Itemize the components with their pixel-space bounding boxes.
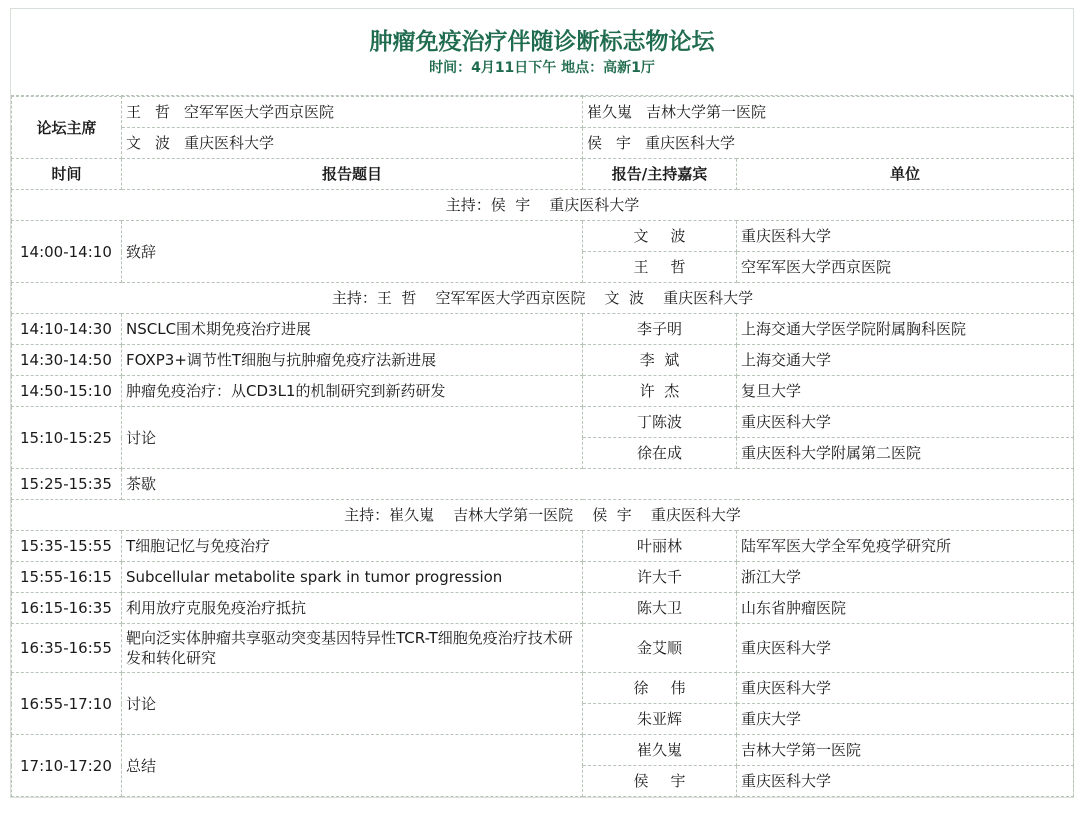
speaker-cell: 徐在成 (583, 438, 737, 469)
speaker-name: 波 (670, 227, 686, 245)
page-subtitle: 时间：4月11日下午 地点：高新1厅 (429, 60, 655, 76)
speaker-cell: 陈大卫 (583, 593, 737, 624)
unit-cell: 山东省肿瘤医院 (737, 593, 1074, 624)
unit-cell: 上海交通大学 (737, 345, 1074, 376)
speaker-cell: 李子明 (583, 314, 737, 345)
time-cell: 14:00-14:10 (12, 221, 122, 283)
table-row (12, 735, 1074, 766)
table-row (12, 593, 1074, 624)
column-header: 时间 (12, 159, 122, 190)
speaker-cell: 许大千 (583, 562, 737, 593)
section-host: 主持：王 哲 空军军医大学西京医院 文 波 重庆医科大学 (12, 283, 1074, 314)
table-row (12, 562, 1074, 593)
speaker-cell: 金艾顺 (583, 624, 737, 673)
chairs-row (12, 97, 1074, 128)
unit-cell: 重庆医科大学附属第二医院 (737, 438, 1074, 469)
time-cell: 16:15-16:35 (12, 593, 122, 624)
speaker-cell (583, 766, 737, 797)
unit-cell: 重庆医科大学 (737, 673, 1074, 704)
section-host: 主持：崔久嵬 吉林大学第一医院 侯 宇 重庆医科大学 (12, 500, 1074, 531)
topic-cell: FOXP3+调节性T细胞与抗肿瘤免疫疗法新进展 (122, 345, 583, 376)
topic-cell: 肿瘤免疫治疗：从CD3L1的机制研究到新药研发 (122, 376, 583, 407)
section-host-row (12, 500, 1074, 531)
speaker-cell: 李 斌 (583, 345, 737, 376)
chair-unit: 空军军医大学西京医院 (184, 103, 335, 121)
table-row (12, 624, 1074, 673)
topic-cell: 靶向泛实体肿瘤共享驱动突变基因特异性TCR-T细胞免疫治疗技术研发和转化研究 (122, 624, 583, 673)
chair-name: 崔久嵬 (587, 103, 633, 121)
topic-cell: 茶歇 (122, 469, 1074, 500)
unit-cell: 吉林大学第一医院 (737, 735, 1074, 766)
table-row (12, 531, 1074, 562)
chair-name: 侯 (587, 134, 603, 152)
time-cell: 15:25-15:35 (12, 469, 122, 500)
topic-cell: 总结 (122, 735, 583, 797)
time-cell: 15:10-15:25 (12, 407, 122, 469)
table-row (12, 469, 1074, 500)
unit-cell: 陆军军医大学全军免疫学研究所 (737, 531, 1074, 562)
unit-cell: 重庆医科大学 (737, 624, 1074, 673)
speaker-cell: 崔久嵬 (583, 735, 737, 766)
table-row (12, 407, 1074, 438)
time-cell: 14:10-14:30 (12, 314, 122, 345)
table-row (12, 673, 1074, 704)
speaker-cell (583, 673, 737, 704)
column-header-row (12, 159, 1074, 190)
topic-cell: 致辞 (122, 221, 583, 283)
speaker-cell: 朱亚辉 (583, 704, 737, 735)
speaker-name: 宇 (670, 772, 686, 790)
speaker-name: 徐 (633, 679, 649, 697)
table-row (12, 345, 1074, 376)
section-host-row (12, 190, 1074, 221)
speaker-name: 伟 (670, 679, 686, 697)
chair-unit: 重庆医科大学 (645, 134, 736, 152)
chair-name: 哲 (155, 103, 171, 121)
unit-cell: 重庆医科大学 (737, 766, 1074, 797)
time-cell: 14:50-15:10 (12, 376, 122, 407)
speaker-name: 侯 (633, 772, 649, 790)
unit-cell: 复旦大学 (737, 376, 1074, 407)
column-header: 报告题目 (122, 159, 583, 190)
section-host-row (12, 283, 1074, 314)
time-cell: 17:10-17:20 (12, 735, 122, 797)
unit-cell: 重庆大学 (737, 704, 1074, 735)
speaker-cell: 丁陈波 (583, 407, 737, 438)
chair-unit: 重庆医科大学 (184, 134, 275, 152)
time-cell: 15:55-16:15 (12, 562, 122, 593)
column-header: 报告/主持嘉宾 (583, 159, 737, 190)
chair-name: 文 (126, 134, 142, 152)
time-cell: 16:55-17:10 (12, 673, 122, 735)
speaker-name: 哲 (670, 258, 686, 276)
agenda-table (11, 96, 1074, 797)
topic-cell: 利用放疗克服免疫治疗抵抗 (122, 593, 583, 624)
speaker-name: 文 (633, 227, 649, 245)
time-cell: 14:30-14:50 (12, 345, 122, 376)
chair-name: 宇 (616, 134, 632, 152)
topic-cell: Subcellular metabolite spark in tumor progression (122, 562, 583, 593)
section-host: 主持：侯 宇 重庆医科大学 (12, 190, 1074, 221)
chair-unit: 吉林大学第一医院 (646, 103, 767, 121)
chairs-row (12, 128, 1074, 159)
speaker-cell (583, 252, 737, 283)
chair-cell (122, 128, 583, 159)
time-cell: 15:35-15:55 (12, 531, 122, 562)
agenda-page (10, 8, 1074, 798)
speaker-cell: 许 杰 (583, 376, 737, 407)
topic-cell: T细胞记忆与免疫治疗 (122, 531, 583, 562)
topic-cell: 讨论 (122, 407, 583, 469)
topic-cell: 讨论 (122, 673, 583, 735)
chair-name: 王 (126, 103, 142, 121)
table-row (12, 221, 1074, 252)
unit-cell: 空军军医大学西京医院 (737, 252, 1074, 283)
speaker-name: 王 (633, 258, 649, 276)
time-cell: 16:35-16:55 (12, 624, 122, 673)
chair-cell (583, 128, 1074, 159)
unit-cell: 重庆医科大学 (737, 221, 1074, 252)
unit-cell: 上海交通大学医学院附属胸科医院 (737, 314, 1074, 345)
agenda-header (11, 9, 1073, 96)
chair-name: 波 (155, 134, 171, 152)
unit-cell: 重庆医科大学 (737, 407, 1074, 438)
chair-cell (122, 97, 583, 128)
page-title: 肿瘤免疫治疗伴随诊断标志物论坛 (369, 29, 715, 55)
speaker-cell: 叶丽林 (583, 531, 737, 562)
table-row (12, 376, 1074, 407)
column-header: 单位 (737, 159, 1074, 190)
unit-cell: 浙江大学 (737, 562, 1074, 593)
topic-cell: NSCLC围术期免疫治疗进展 (122, 314, 583, 345)
table-row (12, 314, 1074, 345)
chairs-label: 论坛主席 (12, 97, 122, 159)
speaker-cell (583, 221, 737, 252)
chair-cell (583, 97, 1074, 128)
